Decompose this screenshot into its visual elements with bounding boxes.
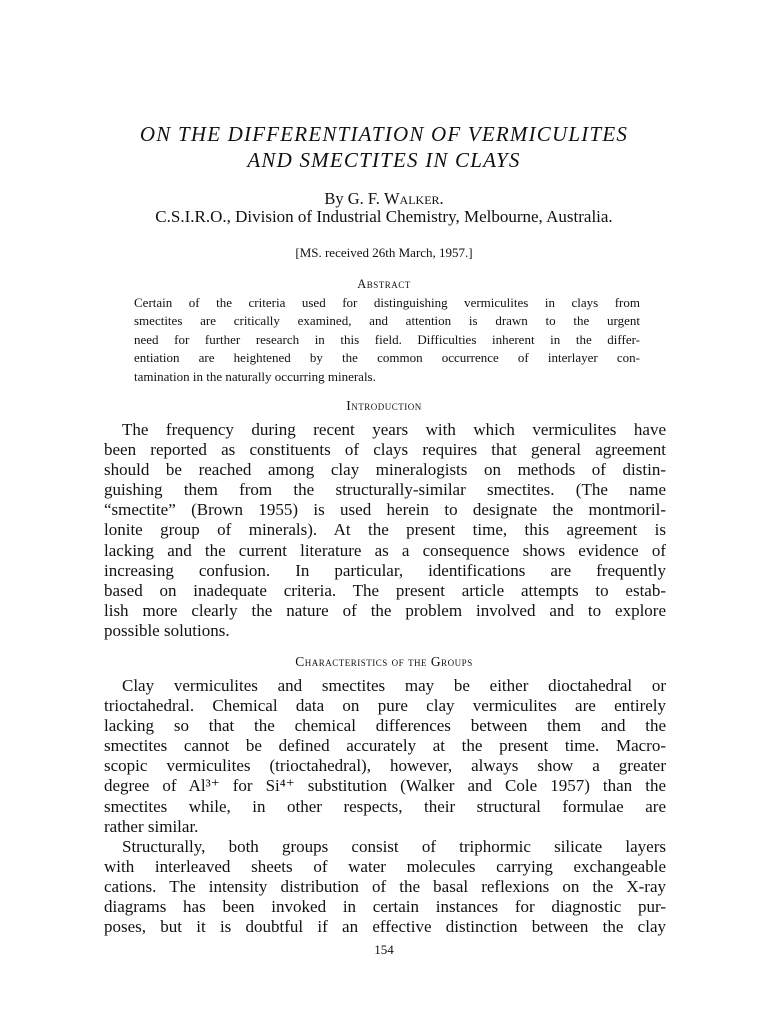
body-line: guishing them from the structurally-similar smectites. (The name (104, 480, 666, 500)
body-line: “smectite” (Brown 1955) is used herein to designate the montmoril- (104, 500, 666, 520)
body-line: rather similar. (104, 816, 199, 836)
body-line: scopic vermiculites (trioctahedral), however, always show a greater (104, 756, 666, 776)
received-date: [MS. received 26th March, 1957.] (295, 245, 473, 260)
body-line: cations. The intensity distribution of the basal reflexions on the X-ray (104, 877, 666, 897)
affiliation: C.S.I.R.O., Division of Industrial Chemistry, Melbourne, Australia. (155, 207, 613, 226)
body-line: smectites while, in other respects, their structural formulae are (104, 796, 666, 816)
abstract-line: need for further research in this field. Difficulties inherent in the differ- (134, 331, 640, 347)
body-line: lish more clearly the nature of the problem involved and to explore (104, 600, 666, 620)
body-line: poses, but it is doubtful if an effective distinction between the clay (104, 917, 666, 937)
characteristics-paragraph-1 (104, 676, 666, 837)
characteristics-paragraph-2 (104, 837, 666, 937)
body-line: possible solutions. (104, 620, 230, 640)
body-line: lacking and the current literature as a consequence shows evidence of (104, 540, 666, 560)
characteristics-heading: Characteristics of the Groups (295, 654, 473, 669)
body-line: Clay vermiculites and smectites may be either dioctahedral or (122, 676, 666, 695)
body-line: been reported as constituents of clays requires that general agreement (104, 440, 666, 460)
body-line: trioctahedral. Chemical data on pure clay vermiculites are entirely (104, 696, 666, 716)
introduction-heading: Introduction (346, 398, 422, 413)
body-line: diagrams has been invoked in certain instances for diagnostic pur- (104, 897, 666, 917)
body-line: should be reached among clay mineralogists on methods of distin- (104, 460, 666, 480)
introduction-text (104, 420, 666, 641)
author-surname: Walker. (383, 189, 444, 208)
byline-prefix: By G. F. (324, 189, 384, 208)
body-line: Structurally, both groups consist of triphormic silicate layers (122, 837, 666, 856)
abstract-line: Certain of the criteria used for distinguishing vermiculites in clays from (134, 295, 640, 310)
body-line: smectites cannot be defined accurately at the present time. Macro- (104, 736, 666, 756)
body-line: lonite group of minerals). At the present time, this agreement is (104, 520, 666, 540)
body-line: with interleaved sheets of water molecules carrying exchangeable (104, 857, 666, 877)
abstract-text (134, 294, 640, 386)
title-line-1: ON THE DIFFERENTIATION OF VERMICULITES (139, 122, 629, 146)
page-number: 154 (374, 942, 394, 957)
abstract-line: smectites are critically examined, and attention is drawn to the urgent (134, 313, 640, 329)
abstract-heading: Abstract (357, 277, 411, 291)
body-line: degree of Al³⁺ for Si⁴⁺ substitution (Walker and Cole 1957) than the (104, 776, 666, 796)
body-line: The frequency during recent years with which vermiculites have (122, 420, 666, 439)
body-line: based on inadequate criteria. The present article attempts to estab- (104, 580, 666, 600)
abstract-line: tamination in the naturally occurring minerals. (134, 368, 376, 384)
title-line-2: AND SMECTITES IN CLAYS (247, 148, 521, 172)
byline (0, 189, 768, 209)
body-line: increasing confusion. In particular, identifications are frequently (104, 560, 666, 580)
body-line: lacking so that the chemical differences between them and the (104, 716, 666, 736)
abstract-line: entiation are heightened by the common occurrence of interlayer con- (134, 350, 640, 366)
